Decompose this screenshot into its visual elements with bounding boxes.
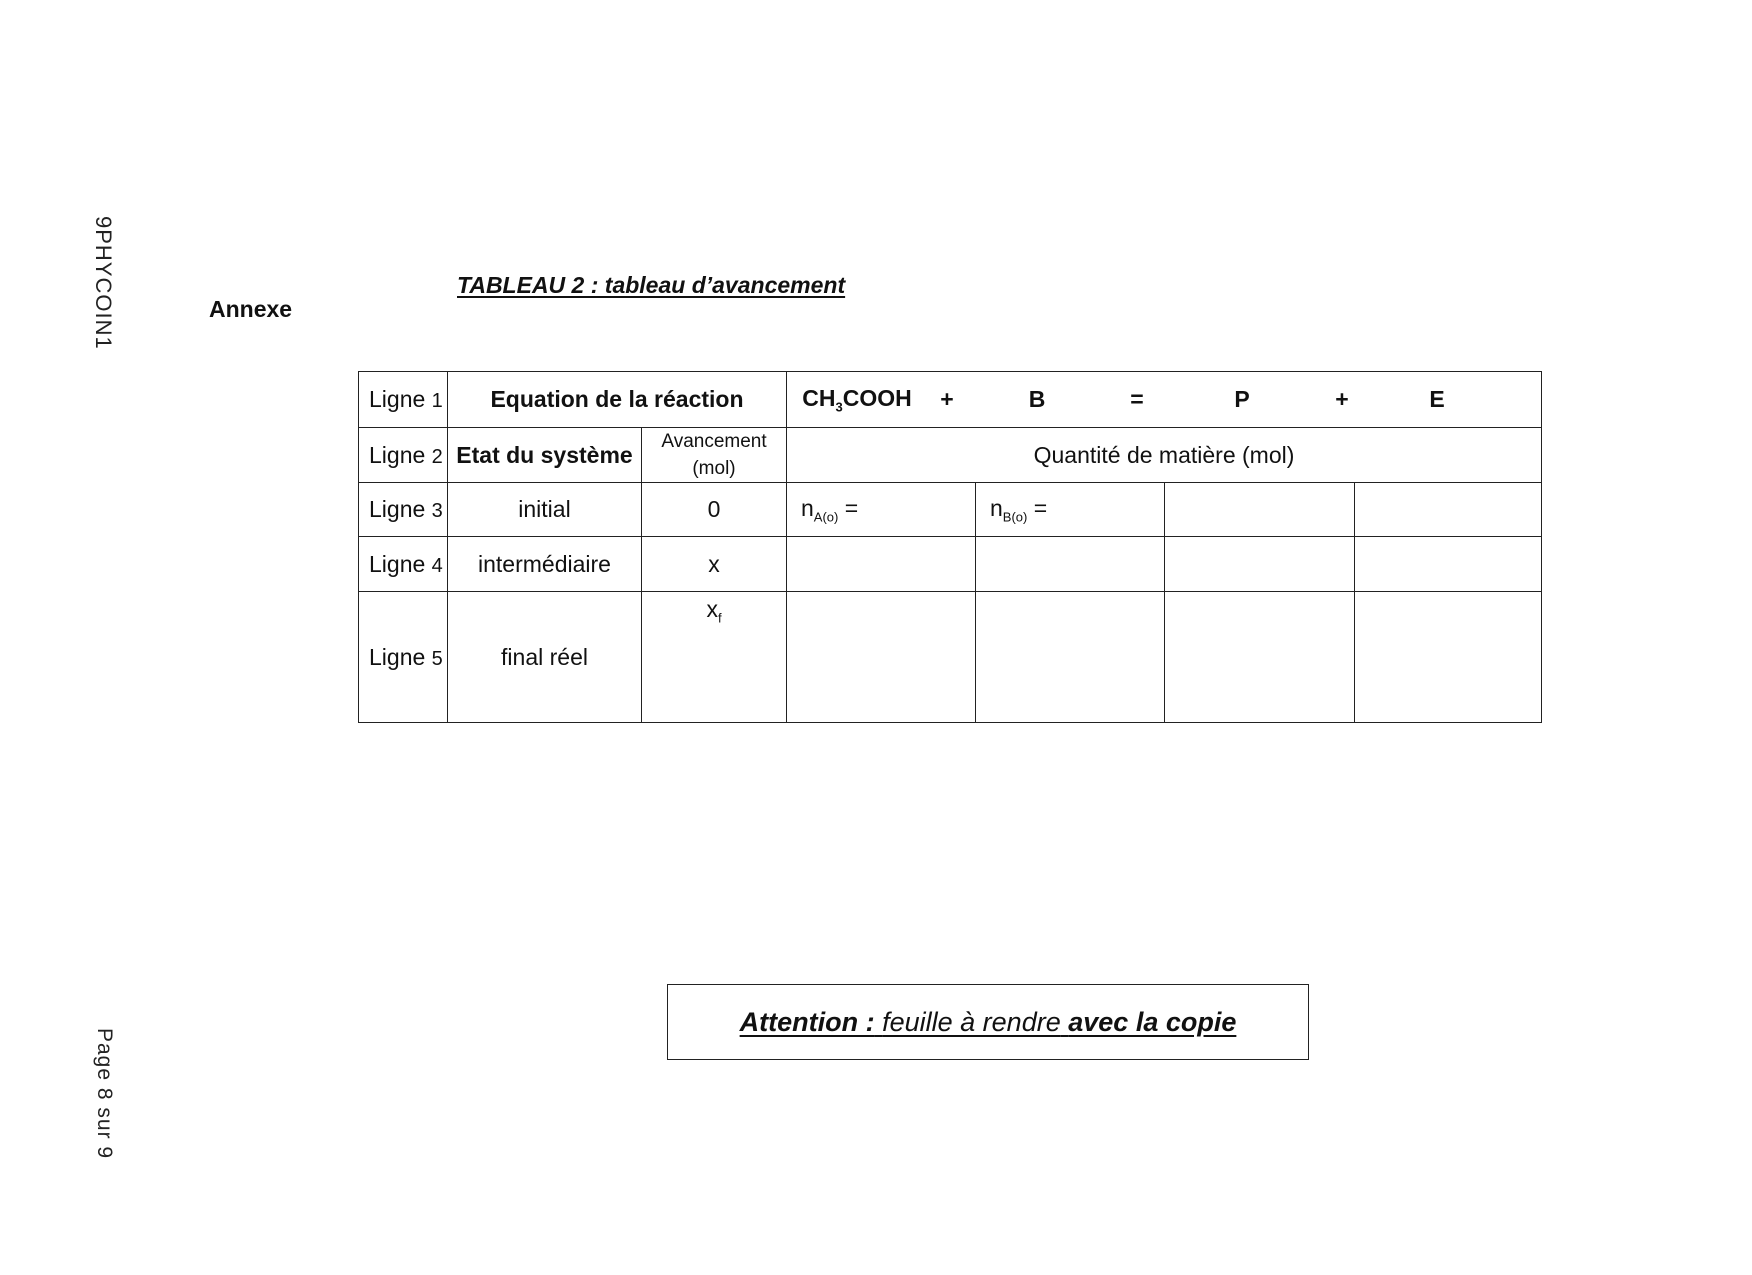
attention-emphasis: avec la copie: [1068, 1006, 1237, 1037]
page-number: Page 8 sur 9: [93, 1028, 116, 1160]
etat-final: final réel: [448, 592, 642, 723]
intermediate-amount-p: [1165, 537, 1355, 592]
row-label-2: Ligne 2: [359, 428, 448, 483]
initial-amount-p: [1165, 483, 1355, 537]
initial-amount-b: $n_{B(o)}$ =: [976, 483, 1165, 537]
table-row: [359, 537, 1542, 592]
table-row: [359, 592, 1542, 723]
attention-text: feuille à rendre: [882, 1006, 1061, 1037]
row-label-1: Ligne 1: [359, 372, 448, 428]
initial-amount-a: $n_{A(o)}$ =: [787, 483, 976, 537]
plus-sign: +: [940, 386, 954, 412]
header-etat: Etat du système: [448, 428, 642, 483]
row-label-3: Ligne 3: [359, 483, 448, 537]
avancement-initial: 0: [642, 483, 787, 537]
reactant-b: B: [1028, 386, 1046, 412]
reaction-equation: [787, 372, 1542, 428]
table-row: [359, 428, 1542, 483]
avancement-intermediaire: x: [642, 537, 787, 592]
intermediate-amount-b: [976, 537, 1165, 592]
attention-word: Attention :: [739, 1006, 875, 1037]
document-code: 9PHYCOIN1: [91, 216, 116, 350]
progress-table: [358, 371, 1542, 723]
final-amount-a: [787, 592, 976, 723]
equals-sign: =: [1130, 386, 1144, 412]
attention-notice: [667, 984, 1309, 1060]
row-label-5: Ligne 5: [359, 592, 448, 723]
row-label-4: Ligne 4: [359, 537, 448, 592]
etat-initial: initial: [448, 483, 642, 537]
intermediate-amount-e: [1355, 537, 1542, 592]
initial-amount-e: [1355, 483, 1542, 537]
header-quantite: Quantité de matière (mol): [787, 428, 1542, 483]
avancement-final: $x_f$: [642, 592, 787, 723]
final-amount-p: [1165, 592, 1355, 723]
header-avancement: Avancement (mol): [642, 428, 787, 483]
final-amount-e: [1355, 592, 1542, 723]
reactant-a: $CH_3COOH$: [802, 384, 912, 415]
table-title: TABLEAU 2 : tableau d’avancement: [457, 272, 846, 298]
product-p: P: [1234, 386, 1250, 412]
table-row: [359, 372, 1542, 428]
final-amount-b: [976, 592, 1165, 723]
table-row: [359, 483, 1542, 537]
intermediate-amount-a: [787, 537, 976, 592]
etat-intermediaire: intermédiaire: [448, 537, 642, 592]
plus-sign: +: [1335, 386, 1349, 412]
annexe-label: Annexe: [209, 296, 293, 322]
equation-label: Equation de la réaction: [448, 372, 787, 428]
product-e: E: [1429, 386, 1445, 412]
